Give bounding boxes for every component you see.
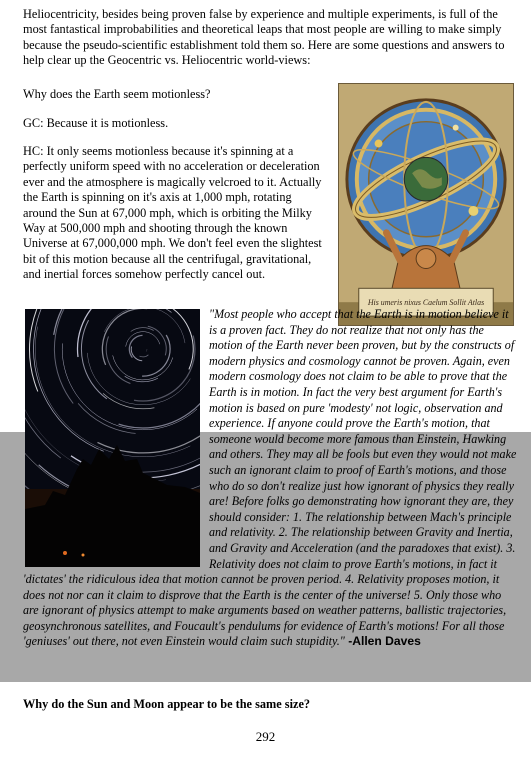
quote-author: -Allen Daves — [344, 634, 421, 649]
star-trails-image — [25, 309, 200, 567]
geocentric-answer: GC: Because it is motionless. — [23, 116, 169, 130]
question-earth-motionless: Why does the Earth seem motionless? — [23, 87, 211, 101]
question-sun-moon-size: Why do the Sun and Moon appear to be the same size? — [23, 697, 311, 711]
armillary-sphere-illustration — [338, 83, 514, 326]
heliocentric-answer: HC: It only seems motionless because it's spinning at a perfectly uniform speed with no acceleration or deceleration ever and the atmosphere is magically velcroed to it. Actually the Earth is spinning on it's axis at 1,000 mph, rotating around the Sun at 67,000 mph, which is orbiting the Milky Way at 500,000 mph and shooting through the known Universe at 67,000,000 mph. We don't feel even the slightest bit of this motion because all the centrifugal, gravitational, and inertial forces somehow perfectly cancel out. — [23, 144, 322, 282]
sphere-caption: His umeris nixus Caelum Sollit Atlas — [367, 298, 485, 308]
intro-paragraph: Heliocentricity, besides being proven false by experience and multiple experiments, is full of the most fantastical improbabilities and theoretical leaps that most people are willing to make simply because the pseudo-scientific establishment told them so. Here are some questions and answers to help clear up the Geocentric vs. Heliocentric world-views: — [23, 7, 505, 68]
atlas-armillary-engraving — [339, 84, 513, 325]
page-number: 292 — [255, 729, 276, 744]
star-trails-photo — [25, 309, 200, 567]
quote-text: "Most people who accept that the Earth is in motion believe it is a proven fact. They do not realize that not only has the motion of the Earth never been proven, but by the constructs of modern physics and cosmology cannot be proven. Again, even modern cosmology does not claim to be able to prove that the Earth is in motion. In fact the very best argument for Earth's motion is based on pure 'modesty' not logic, observation and experience. If anyone could prove the Earth's motion, that someone would become more famous than Einstein, Hawking and others. They may all be fools but even they would not make such an ignorant claim to proof of Earth's motions, and those who do so don't realize just how ignorant of physics they really are! Before folks go demonstrating how ignorant they are, they should consider: 1. The relationship between Mach's principle and relativity. 2. The relationship between Gravity and Inertia, and Gravity and Acceleration (and the paradoxes that exist). 3. Relativity does not claim to prove Earth's motions, in fact it 'dictates' the ridiculous idea that motion cannot be proven period. 4. Relativity proposes motion, it does not nor can it claim to disprove that the Earth is the center of the universe! 5. Only those who are ignorant of physics attempt to make arguments based on weather patterns, ballistic trajectories, geosynchronous satellites, and Foucault's pendulums for evidence of Earth's motions! For all those 'geniuses' out there, not even Einstein would claim such stupidity." — [23, 307, 517, 649]
